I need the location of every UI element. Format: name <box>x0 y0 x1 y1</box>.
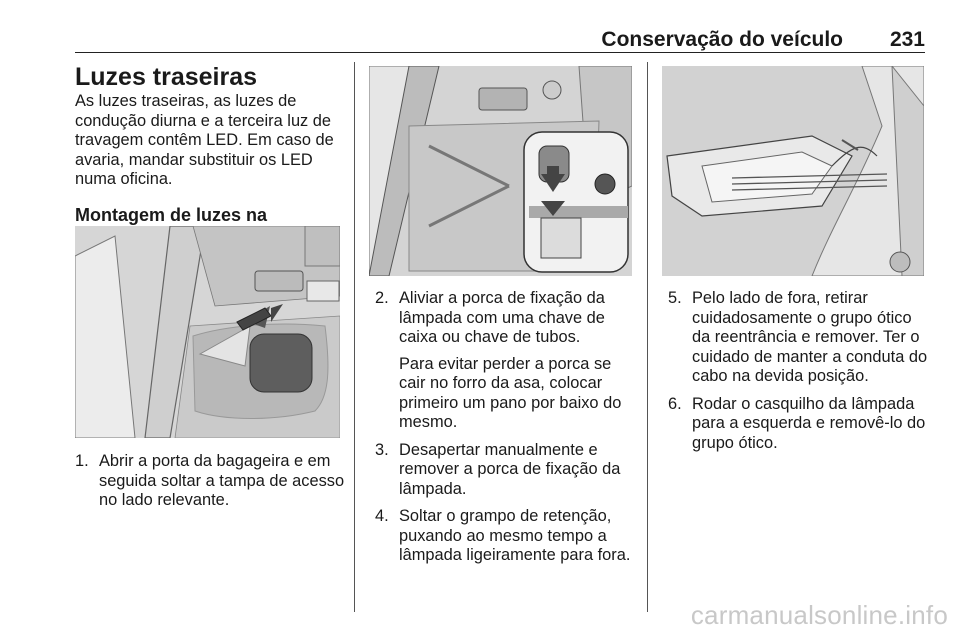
subsection-title: Montagem de luzes na <box>75 204 268 225</box>
column-divider <box>354 62 355 612</box>
chapter-title: Conservação do veículo <box>601 28 843 51</box>
step-text: Rodar o casquilho da lâmpada para a esquerda e removê-lo do grupo ótico. <box>692 394 926 452</box>
step-text: Aliviar a porca de fixação da lâmpada com uma chave de caixa ou chave de tubos. <box>399 289 605 346</box>
section-title: Luzes traseiras <box>75 63 258 91</box>
step-text: Soltar o grampo de retenção, puxando ao mesmo tempo a lâmpada ligeiramente para fora. <box>399 507 631 564</box>
step-number: 1. <box>75 452 89 470</box>
column-1-steps <box>75 452 350 519</box>
intro-paragraph: As luzes traseiras, as luzes de condução diurna e a terceira luz de travagem contêm LED. Em caso de avaria, mandar substituir os LED numa oficina. <box>75 92 334 188</box>
column-2-steps <box>375 289 637 574</box>
column-1 <box>75 62 343 251</box>
column-3-steps <box>668 289 930 461</box>
page-header <box>75 28 925 52</box>
step-item <box>668 395 930 454</box>
column-divider <box>647 62 648 612</box>
step-number: 2. <box>375 289 389 307</box>
step-text: Abrir a porta da bagageira e em seguida soltar a tampa de acesso no lado relevante. <box>99 452 345 509</box>
figure-trunk-access-cover <box>75 226 340 438</box>
step-item <box>375 289 637 433</box>
step-number: 5. <box>668 289 682 307</box>
step-item <box>375 441 637 500</box>
step-item <box>668 289 930 387</box>
figure-lamp-fixing-nut <box>369 66 632 276</box>
step-item <box>75 452 350 511</box>
step-list <box>75 452 350 511</box>
step-list <box>375 289 637 566</box>
watermark: carmanualsonline.info <box>690 600 948 630</box>
step-note: Para evitar perder a porca se cair no forro da asa, colocar primeiro um pano por baixo do mesmo. <box>399 354 622 431</box>
step-number: 4. <box>375 507 389 525</box>
step-number: 3. <box>375 440 389 459</box>
step-list <box>668 289 930 453</box>
page-number: 231 <box>889 28 925 51</box>
step-text: Pelo lado de fora, retirar cuidadosamente o grupo ótico da reentrância e remover. Ter o cuidado de manter a conduta do cabo na devida posição. <box>692 289 928 385</box>
figure-lamp-assembly-removal <box>662 66 924 276</box>
step-item <box>375 507 637 566</box>
step-number: 6. <box>668 394 682 413</box>
header-rule <box>75 52 925 53</box>
step-text: Desapertar manualmente e remover a porca de fixação da lâmpada. <box>399 440 621 498</box>
